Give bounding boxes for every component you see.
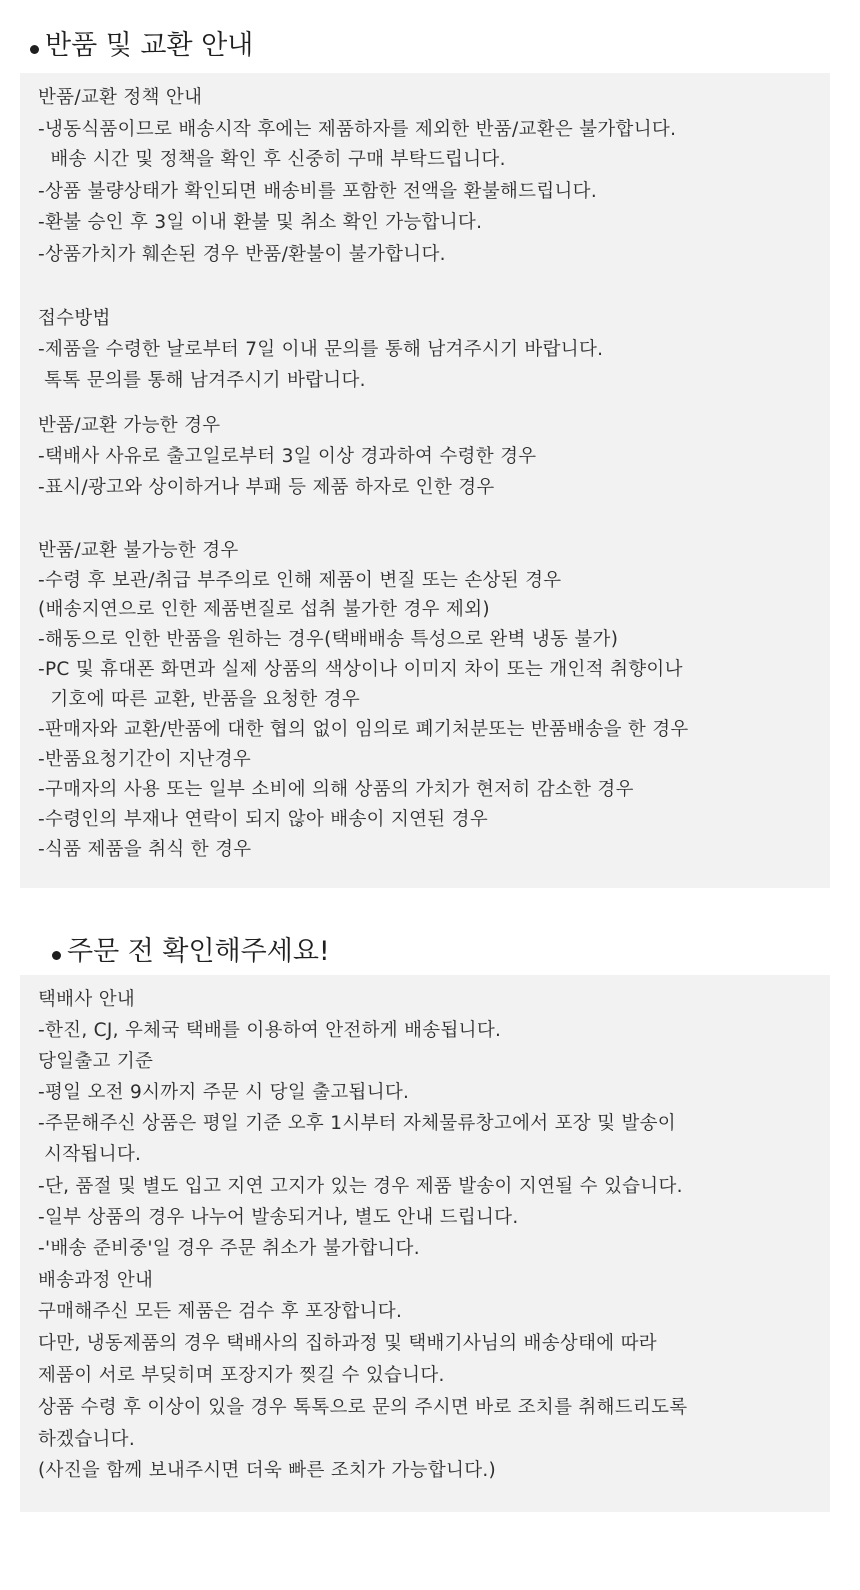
section-title-return-exchange: [30, 28, 253, 64]
section2-text-line: 시작됩니다.: [38, 1144, 142, 1165]
bullet-icon: [52, 951, 61, 960]
section1-text-line: -식품 제품을 취식 한 경우: [38, 839, 252, 860]
section-title-order-check: [52, 934, 330, 970]
section1-text-line: (배송지연으로 인한 제품변질로 섭취 불가한 경우 제외): [38, 599, 490, 620]
section1-text-line: -판매자와 교환/반품에 대한 협의 없이 임의로 폐기처분또는 반품배송을 한 경우: [38, 719, 689, 740]
section1-text-line: 반품/교환 불가능한 경우: [38, 540, 239, 561]
section2-text-line: -주문해주신 상품은 평일 기준 오후 1시부터 자체물류창고에서 포장 및 발송이: [38, 1113, 676, 1134]
section2-text-line: 택배사 안내: [38, 989, 136, 1010]
section2-text-line: 다만, 냉동제품의 경우 택배사의 집하과정 및 택배기사님의 배송상태에 따라: [38, 1333, 657, 1354]
section2-text-line: 하겠습니다.: [38, 1429, 136, 1450]
section1-text-line: -상품가치가 훼손된 경우 반품/환불이 불가합니다.: [38, 244, 446, 265]
section1-text-line: -상품 불량상태가 확인되면 배송비를 포함한 전액을 환불해드립니다.: [38, 181, 598, 202]
section1-text-line: -해동으로 인한 반품을 원하는 경우(택배배송 특성으로 완벽 냉동 불가): [38, 629, 619, 650]
section1-text-line: 기호에 따른 교환, 반품을 요청한 경우: [38, 689, 361, 710]
section2-text-line: -평일 오전 9시까지 주문 시 당일 출고됩니다.: [38, 1082, 410, 1103]
section1-text-line: -수령 후 보관/취급 부주의로 인해 제품이 변질 또는 손상된 경우: [38, 570, 562, 591]
section1-text-line: -구매자의 사용 또는 일부 소비에 의해 상품의 가치가 현저히 감소한 경우: [38, 779, 634, 800]
section1-text-line: -냉동식품이므로 배송시작 후에는 제품하자를 제외한 반품/교환은 불가합니다.: [38, 119, 677, 140]
section2-text-line: -'배송 준비중'일 경우 주문 취소가 불가합니다.: [38, 1238, 420, 1259]
section1-text-line: 반품/교환 정책 안내: [38, 87, 203, 108]
section2-text-line: 상품 수령 후 이상이 있을 경우 톡톡으로 문의 주시면 바로 조치를 취해드리도록: [38, 1397, 688, 1418]
section-title-text: 주문 전 확인해주세요!: [67, 936, 330, 967]
section2-text-line: 당일출고 기준: [38, 1051, 154, 1072]
section-title-text: 반품 및 교환 안내: [45, 30, 254, 61]
section1-text-line: -제품을 수령한 날로부터 7일 이내 문의를 통해 남겨주시기 바랍니다.: [38, 339, 604, 360]
section2-text-line: -일부 상품의 경우 나누어 발송되거나, 별도 안내 드립니다.: [38, 1207, 519, 1228]
section2-text-line: -한진, CJ, 우체국 택배를 이용하여 안전하게 배송됩니다.: [38, 1020, 502, 1041]
section2-text-line: -단, 품절 및 별도 입고 지연 고지가 있는 경우 제품 발송이 지연될 수 있습니다.: [38, 1176, 683, 1197]
section1-text-line: 접수방법: [38, 308, 111, 329]
section1-text-line: 톡톡 문의를 통해 남겨주시기 바랍니다.: [38, 370, 366, 391]
section1-text-line: -수령인의 부재나 연락이 되지 않아 배송이 지연된 경우: [38, 809, 489, 830]
section2-text-line: 배송과정 안내: [38, 1270, 154, 1291]
section1-text-line: -택배사 사유로 출고일로부터 3일 이상 경과하여 수령한 경우: [38, 446, 537, 467]
bullet-icon: [30, 45, 39, 54]
section2-text-line: 구매해주신 모든 제품은 검수 후 포장합니다.: [38, 1301, 403, 1322]
section2-text-line: (사진을 함께 보내주시면 더욱 빠른 조치가 가능합니다.): [38, 1460, 497, 1481]
section1-text-line: 배송 시간 및 정책을 확인 후 신중히 구매 부탁드립니다.: [38, 149, 506, 170]
section1-text-line: -PC 및 휴대폰 화면과 실제 상품의 색상이나 이미지 차이 또는 개인적 취향이나: [38, 659, 683, 680]
section1-text-line: -표시/광고와 상이하거나 부패 등 제품 하자로 인한 경우: [38, 477, 495, 498]
section2-text-line: 제품이 서로 부딪히며 포장지가 찢길 수 있습니다.: [38, 1365, 445, 1386]
section1-text-line: -환불 승인 후 3일 이내 환불 및 취소 확인 가능합니다.: [38, 212, 483, 233]
section1-text-line: 반품/교환 가능한 경우: [38, 415, 221, 436]
section1-text-line: -반품요청기간이 지난경우: [38, 749, 252, 770]
